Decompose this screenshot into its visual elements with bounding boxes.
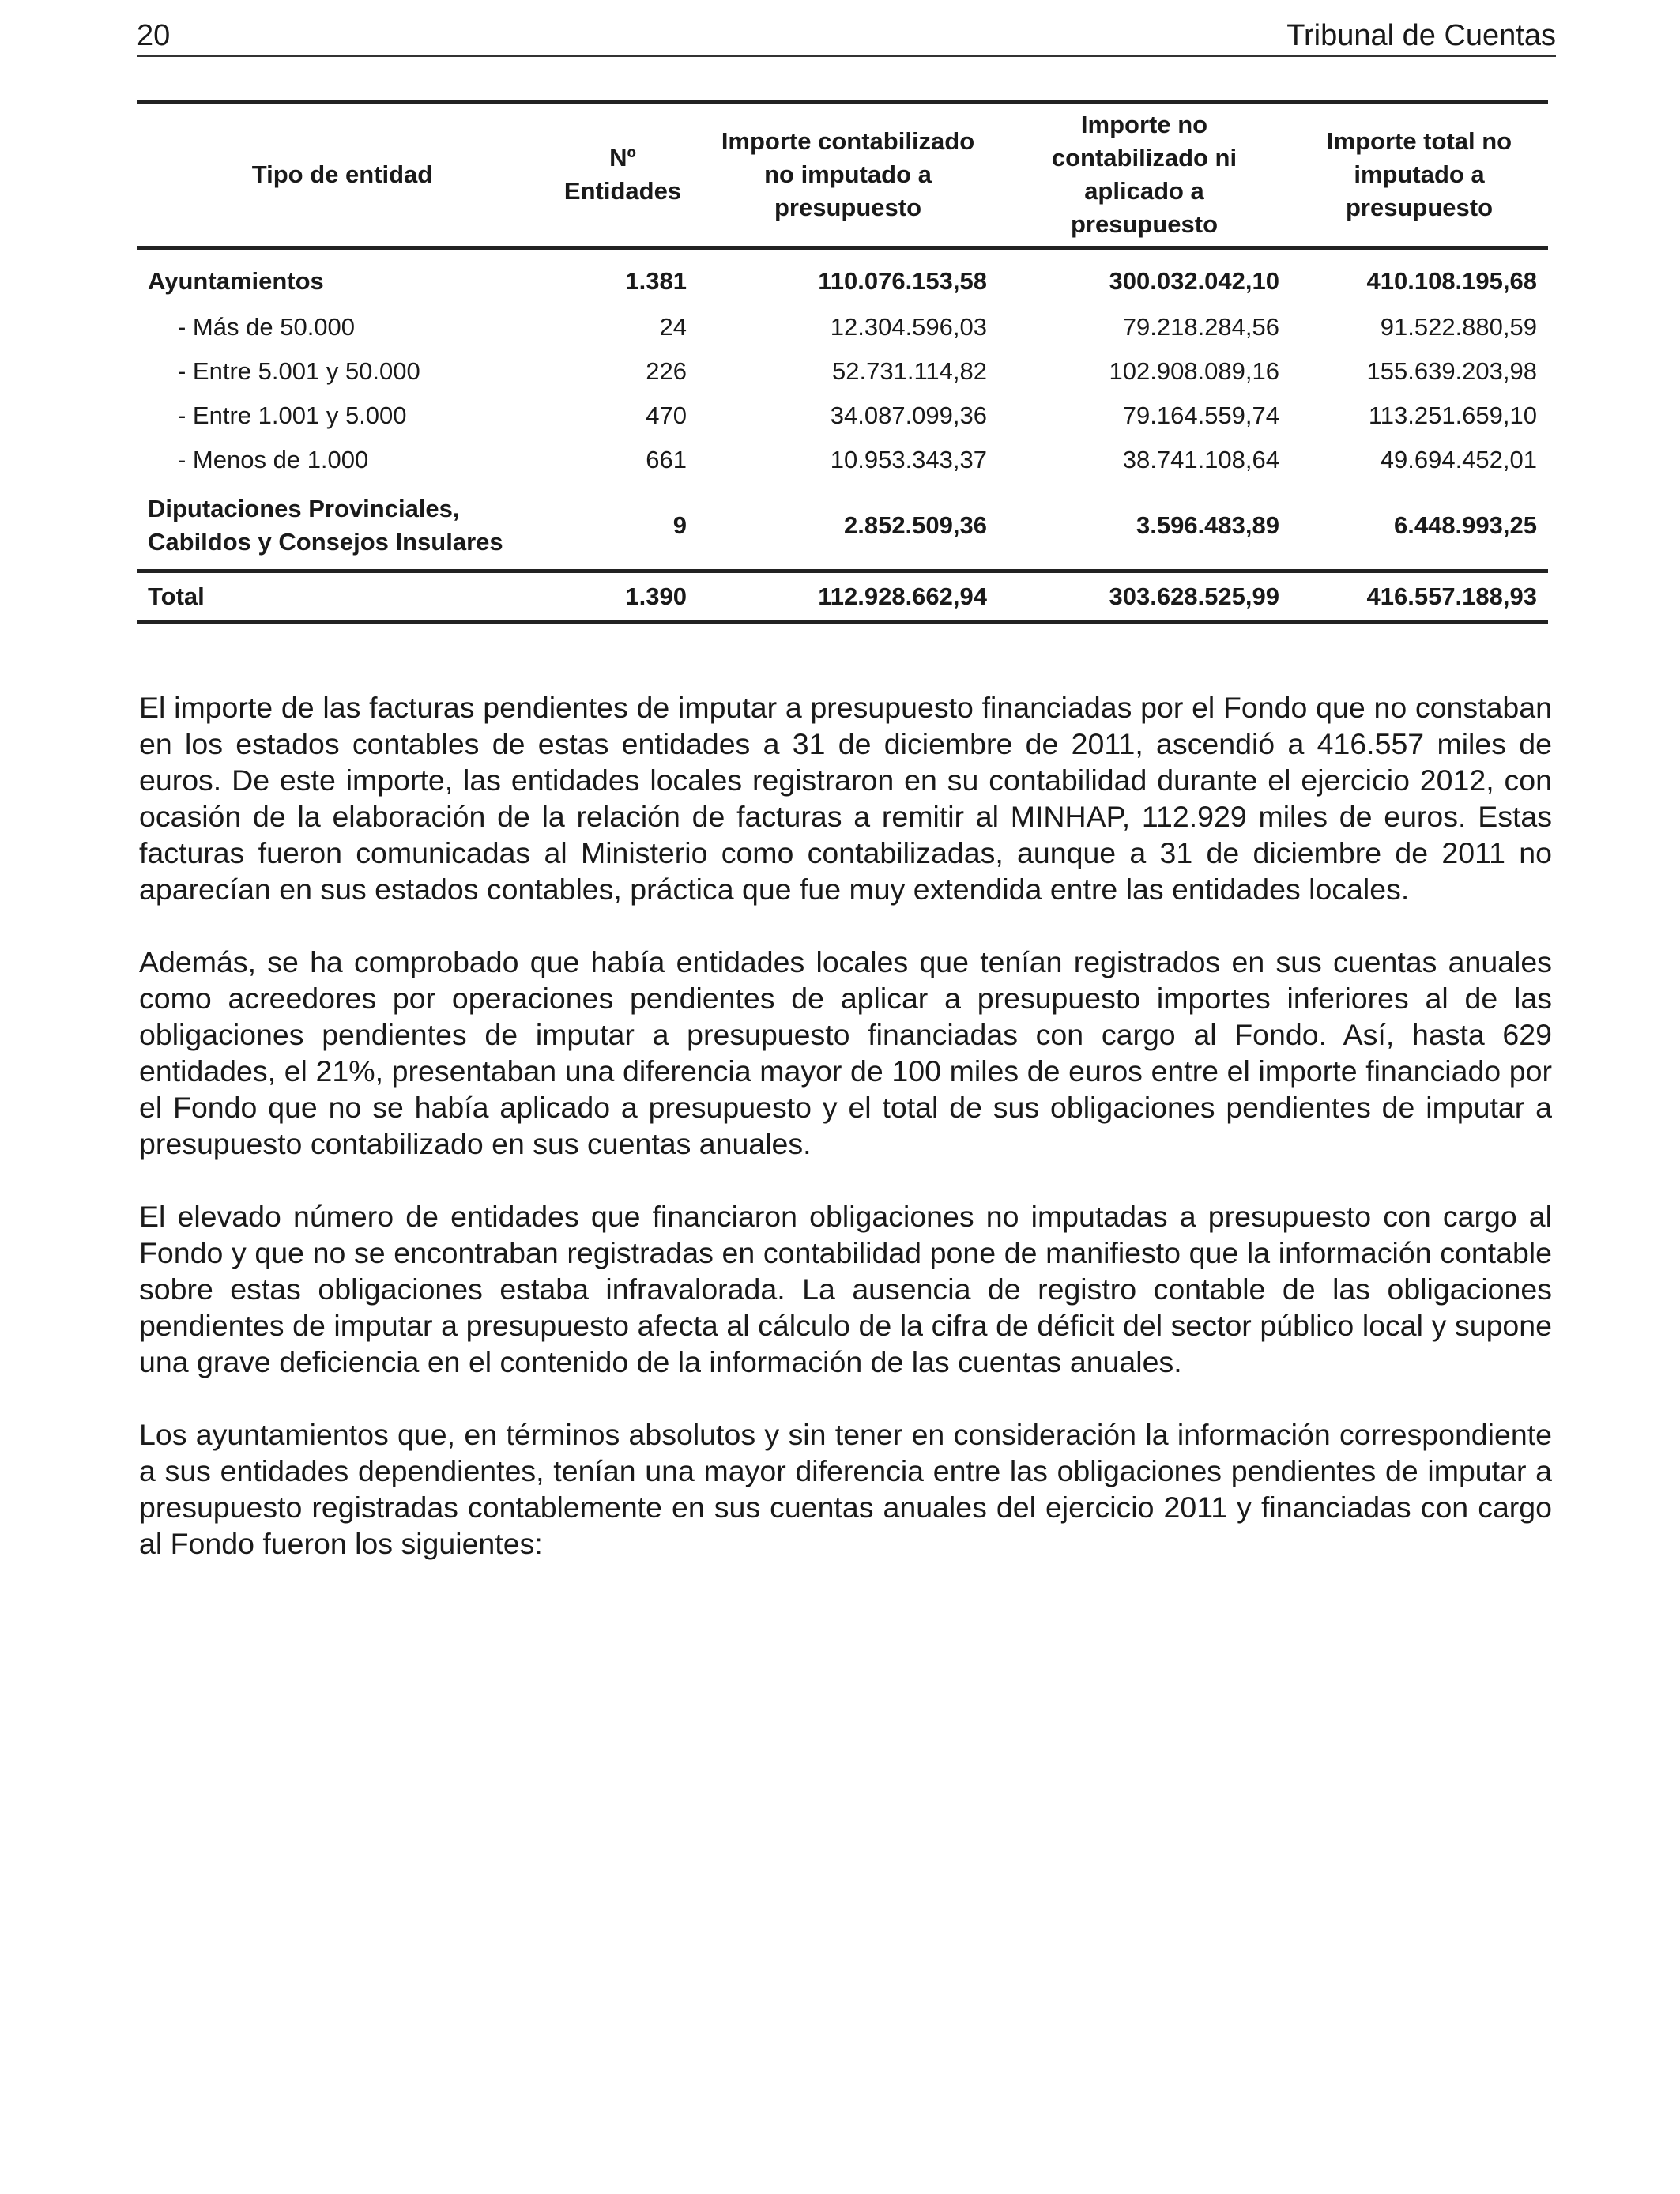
table-row [137,305,1548,349]
row-label: Ayuntamientos [148,267,324,295]
row-label: - Más de 50.000 [178,313,356,341]
table-row [137,438,1548,482]
row-label: - Menos de 1.000 [178,446,369,473]
page-header [137,17,1556,57]
table-total-row [137,571,1548,623]
cell-no-contabilizado: 303.628.525,99 [1109,582,1279,610]
cell-no-contabilizado: 38.741.108,64 [1122,446,1279,473]
col-header-total: Importe total no imputado a presupuesto [1326,127,1512,221]
cell-contabilizado: 10.953.343,37 [830,446,987,473]
paragraph: Los ayuntamientos que, en términos absolutos y sin tener en consideración la información correspondiente a sus entidades dependientes, tenían una mayor diferencia entre las obligaciones pendientes de imputar a presupuesto registradas contablemente en sus cuentas anuales del ejercicio 2011 y financiadas con cargo al Fondo fueron los siguientes: [139,1418,1552,1560]
table-row [137,248,1548,306]
data-table [137,100,1548,624]
cell-total: 6.448.993,25 [1393,511,1537,539]
cell-entidades: 1.381 [625,267,687,295]
row-label [137,482,548,571]
col-header-entidades: Nº Entidades [563,144,682,205]
cell-total: 91.522.880,59 [1380,313,1537,341]
cell-entidades: 470 [646,401,687,429]
cell-total: 113.251.659,10 [1368,401,1537,429]
paragraph: El importe de las facturas pendientes de imputar a presupuesto financiadas por el Fondo que no constaban en los estados contables de estas entidades a 31 de diciembre de 2011, ascendió a 416.557 miles de euros. De este importe, las entidades locales registraron en su contabilidad durante el ejercicio 2012, con ocasión de la elaboración de la relación de facturas a remitir al MINHAP, 112.929 miles de euros. Estas facturas fueron comunicadas al Ministerio como contabilizadas, aunque a 31 de diciembre de 2011 no aparecían en sus estados contables, práctica que fue muy extendida entre las entidades locales. [139,691,1552,906]
cell-entidades: 661 [646,446,687,473]
cell-contabilizado: 12.304.596,03 [830,313,987,341]
row-label: - Entre 5.001 y 50.000 [178,357,420,385]
table-row [137,349,1548,394]
total-label: Total [148,582,205,610]
cell-no-contabilizado: 3.596.483,89 [1136,511,1279,539]
cell-contabilizado: 110.076.153,58 [818,267,987,295]
col-header-contabilizado: Importe contabilizado no imputado a presupuesto [721,127,975,221]
cell-total: 155.639.203,98 [1366,357,1537,385]
cell-entidades: 1.390 [625,582,687,610]
table-row [137,394,1548,438]
cell-contabilizado: 52.731.114,82 [832,357,987,385]
cell-entidades: 9 [672,511,687,539]
cell-no-contabilizado: 102.908.089,16 [1109,357,1279,385]
paragraph: El elevado número de entidades que financiaron obligaciones no imputadas a presupuesto con cargo al Fondo y que no se encontraban registradas en contabilidad pone de manifiesto que la información contable sobre estas obligaciones estaba infravalorada. La ausencia de registro contable de las obligaciones pendientes de imputar a presupuesto afecta al cálculo de la cifra de déficit del sector público local y supone una grave deficiencia en el contenido de la información de las cuentas anuales. [139,1200,1552,1378]
cell-contabilizado: 34.087.099,36 [830,401,987,429]
table-header-row [137,102,1548,248]
cell-total: 416.557.188,93 [1366,582,1537,610]
row-label: - Entre 1.001 y 5.000 [178,401,407,429]
cell-total: 49.694.452,01 [1380,446,1537,473]
cell-total: 410.108.195,68 [1366,267,1537,295]
paragraph: Además, se ha comprobado que había entidades locales que tenían registrados en sus cuentas anuales como acreedores por operaciones pendientes de aplicar a presupuesto importes inferiores al de las obligaciones pendientes de imputar a presupuesto financiadas con cargo al Fondo. Así, hasta 629 entidades, el 21%, presentaban una diferencia mayor de 100 miles de euros entre el importe financiado por el Fondo que no se había aplicado a presupuesto y el total de sus obligaciones pendientes de imputar a presupuesto contabilizado en sus cuentas anuales. [139,945,1552,1160]
row-label-line: Diputaciones Provinciales, [148,495,460,522]
col-header-tipo: Tipo de entidad [251,160,433,188]
page-number: 20 [137,19,171,52]
cell-no-contabilizado: 300.032.042,10 [1109,267,1279,295]
body-text [139,689,1552,1598]
cell-entidades: 226 [646,357,687,385]
row-label-line: Cabildos y Consejos Insulares [148,528,503,556]
col-header-no-contabilizado: Importe no contabilizado ni aplicado a presupuesto [1051,111,1237,238]
cell-contabilizado: 2.852.509,36 [843,511,987,539]
cell-entidades: 24 [659,313,687,341]
cell-no-contabilizado: 79.218.284,56 [1122,313,1279,341]
cell-contabilizado: 112.928.662,94 [818,582,987,610]
running-title: Tribunal de Cuentas [1286,19,1556,52]
cell-no-contabilizado: 79.164.559,74 [1122,401,1279,429]
table-row [137,482,1548,571]
